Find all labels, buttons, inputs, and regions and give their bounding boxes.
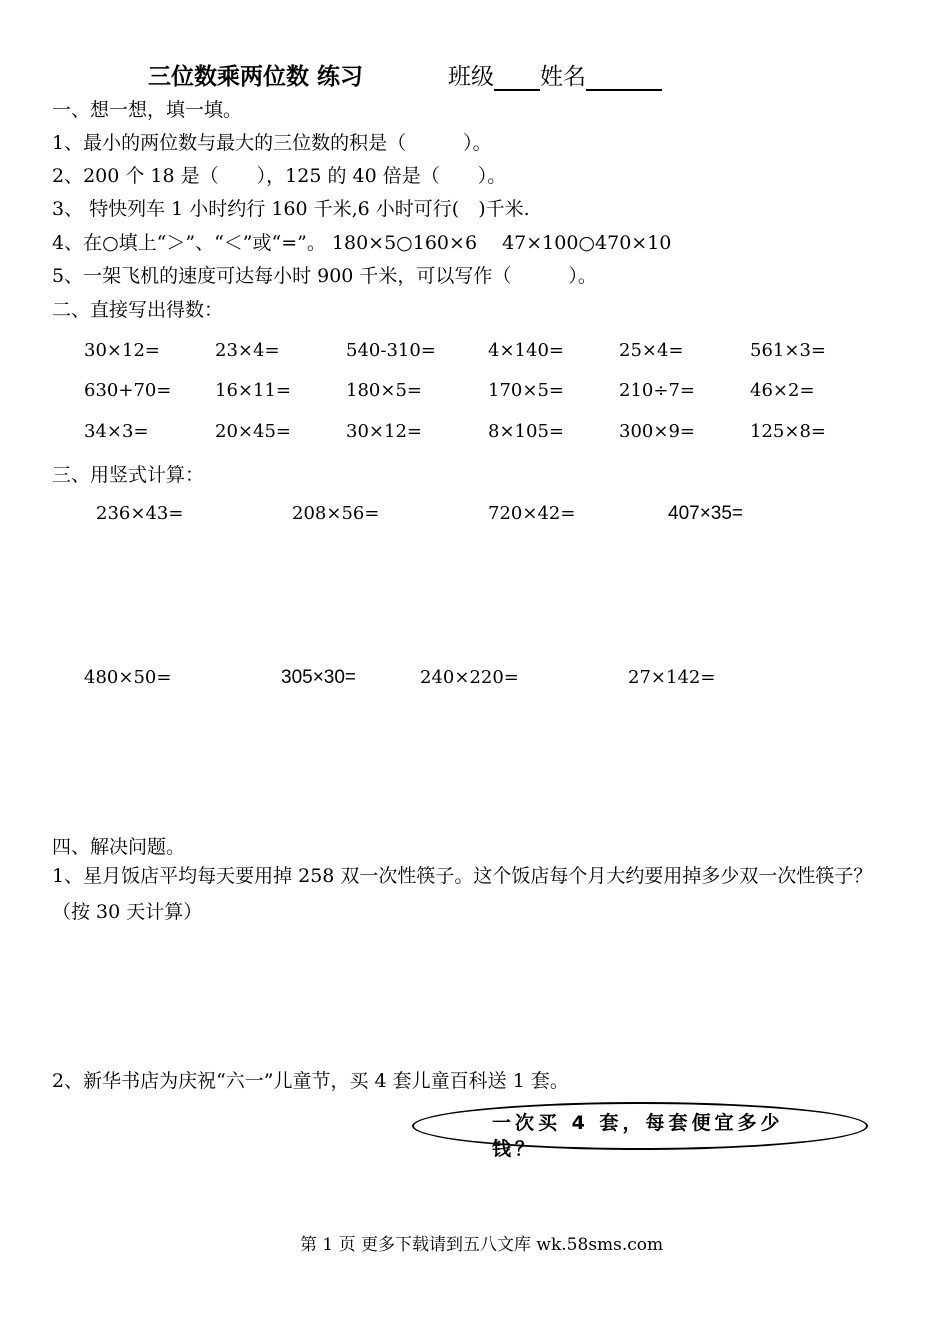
oral-calc-item: 46×2= [750, 380, 815, 401]
oral-calc-item: 8×105= [488, 421, 564, 442]
class-blank [494, 65, 540, 91]
vertical-calc-item: 208×56= [292, 503, 380, 524]
oral-calc-item: 34×3= [84, 421, 149, 442]
section1-heading: 一、想一想，填一填。 [52, 99, 243, 121]
vertical-calc-item: 407×35= [668, 503, 744, 524]
class-label: 班级 [448, 64, 494, 90]
section4-heading: 四、解决问题。 [52, 836, 186, 858]
vertical-calc-item: 236×43= [96, 503, 184, 524]
oral-calc-item: 630+70= [84, 380, 172, 401]
oral-calc-item: 561×3= [750, 340, 826, 361]
oral-calc-item: 4×140= [488, 340, 564, 361]
section2-heading: 二、直接写出得数： [52, 299, 224, 321]
page-footer: 第 1 页 更多下载请到五八文库 wk.58sms.com [300, 1235, 664, 1255]
oral-calc-item: 540-310= [346, 340, 436, 361]
oral-calc-item: 180×5= [346, 380, 422, 401]
oral-calc-item: 30×12= [84, 340, 160, 361]
oral-calc-item: 16×11= [215, 380, 291, 401]
question-3: 3、 特快列车 1 小时约行 160 千米,6 小时可行( )千米. [52, 198, 530, 220]
oral-calc-item: 23×4= [215, 340, 280, 361]
oral-calc-item: 20×45= [215, 421, 291, 442]
question-2: 2、200 个 18 是（ ），125 的 40 倍是（ ）。 [52, 165, 507, 187]
oral-calc-item: 170×5= [488, 380, 564, 401]
section3-heading: 三、用竖式计算： [52, 464, 205, 486]
speech-bubble-text: 一次买 4 套，每套便宜多少钱？ [492, 1112, 784, 1160]
student-info [448, 58, 662, 91]
name-blank [586, 65, 662, 91]
question-1: 1、最小的两位数与最大的三位数的积是（ ）。 [52, 132, 492, 154]
oral-calc-item: 300×9= [619, 421, 695, 442]
name-label: 姓名 [540, 64, 586, 90]
oral-calc-item: 30×12= [346, 421, 422, 442]
vertical-calc-item: 480×50= [84, 667, 172, 688]
worksheet-title: 三位数乘两位数 练习 [148, 64, 364, 90]
problem-2: 2、新华书店为庆祝“六一”儿童节，买 4 套儿童百科送 1 套。 [52, 1070, 569, 1092]
vertical-calc-item: 240×220= [420, 667, 519, 688]
oral-calc-item: 125×8= [750, 421, 826, 442]
oral-calc-item: 210÷7= [619, 380, 695, 401]
question-5: 5、一架飞机的速度可达每小时 900 千米，可以写作（ ）。 [52, 265, 597, 287]
vertical-calc-item: 720×42= [488, 503, 576, 524]
oral-calc-item: 25×4= [619, 340, 684, 361]
vertical-calc-item: 305×30= [281, 667, 357, 688]
vertical-calc-item: 27×142= [628, 667, 716, 688]
problem-1: 1、星月饭店平均每天要用掉 258 双一次性筷子。这个饭店每个月大约要用掉多少双一次性筷子？（按 30 天计算） [52, 865, 873, 923]
question-4: 4、在○填上“＞”、“＜”或“=”。 180×5○160×6 47×100○470×10 [52, 232, 672, 254]
